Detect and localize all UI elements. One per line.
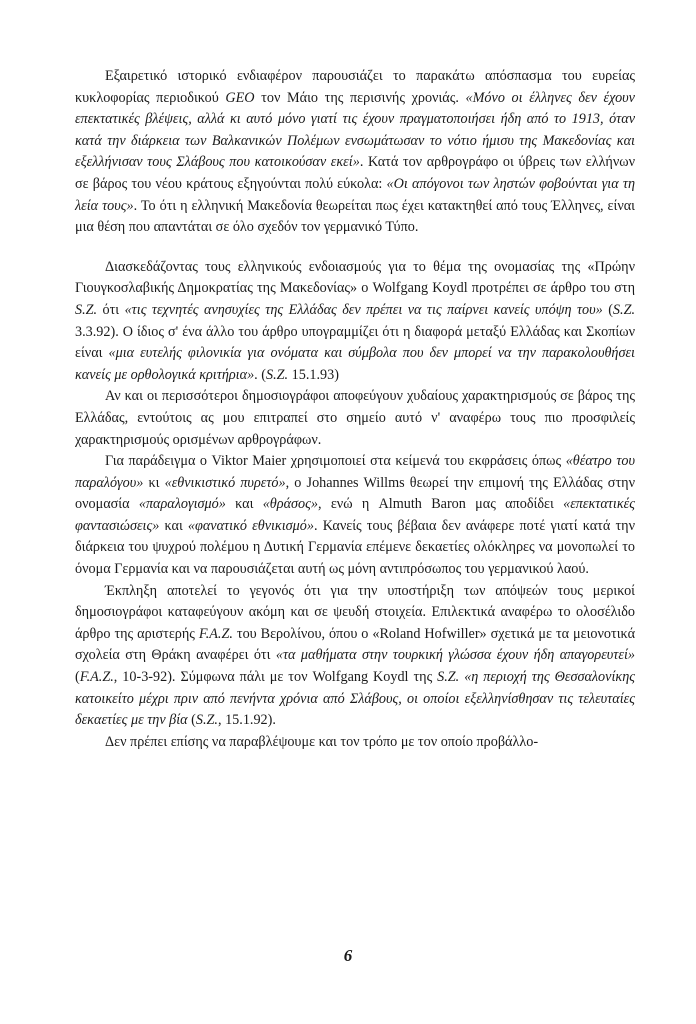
- text-run: (: [75, 669, 80, 686]
- italic-run: «θέατρο του παραλόγου»: [75, 453, 635, 491]
- text-run: τον Μάιο της περισινής χρονιάς.: [254, 89, 466, 106]
- italic-run: «φανατικό εθνικισμό»: [187, 517, 314, 534]
- text-run: . Κατά τον αρθρογράφο οι ύβρεις των ελλήνων σε βάρος του νέου κράτους εξηγούνται πολύ εύκολα:: [75, 154, 635, 192]
- italic-run: GEO: [225, 89, 255, 106]
- text-run: Αν και οι περισσότεροι δημοσιογράφοι αποφεύγουν χυδαίους χαρακτηρισμούς σε βάρος της Ελλάδας, εντούτοις ας μου επιτραπεί στο σημείο αυτό ν' αναφέρω τους πιο προσφιλείς χαρακτηρισμούς ορισμένων αρθρογράφων.: [75, 388, 635, 448]
- italic-run: «παραλογισμό»: [138, 496, 226, 513]
- italic-run: S.Z.: [437, 669, 460, 686]
- text-run: Δεν πρέπει επίσης να παραβλέψουμε και τον τρόπο με τον οποίο προβάλλο-: [105, 733, 539, 750]
- paragraph-1: [75, 66, 635, 239]
- italic-run: «θράσος»: [262, 496, 318, 513]
- text-run: Διασκεδάζοντας τους ελληνικούς ενδοιασμούς για το θέμα της ονομασίας της «Πρώην Γιουγκοσλαβικής Δημοκρατίας της Μακεδονίας» ο Wolfgang Koydl προτρέπει σε άρθρο του στη: [75, 258, 635, 297]
- text-run: . Κανείς τους βέβαια δεν ανάφερε ποτέ γιατί κατά την διάρκεια του ψυχρού πολέμου η Δυτική Γερμανία επέμενε δεκαετίες ολόκληρες να μονοπωλεί το όνομα Γερμανία και να παρουσιάζεται αυτή ως μόνη αντιπρόσωπος του γερμανικού λαού.: [75, 517, 635, 578]
- text-run: κι: [143, 474, 165, 491]
- text-run: Εξαιρετικό ιστορικό ενδιαφέρον παρουσιάζει το παρακάτω απόσπασμα του ευρείας κυκλοφορίας περιοδικού: [75, 68, 635, 106]
- paragraph-5: [75, 581, 635, 732]
- italic-run: F.A.Z.: [198, 625, 233, 642]
- italic-run: «τα μαθήματα στην τουρκική γλώσσα έχουν ήδη απαγορευτεί»: [275, 647, 635, 664]
- text-run: 3.3.92). Ο ίδιος σ' ένα άλλο του άρθρο υπογραμμίζει ότι η διαφορά μεταξύ Ελλάδας και Σκοπίων είναι: [75, 323, 635, 362]
- italic-run: «εθνικιστικό πυρετό»: [164, 474, 286, 491]
- text-run: . (: [254, 366, 266, 383]
- text-run: , 10-3-92). Σύμφωνα πάλι με τον Wolfgang Koydl της: [113, 669, 438, 686]
- text-run: , ενώ η Almuth Baron μας αποδίδει: [317, 496, 564, 513]
- page-number: 6: [343, 946, 353, 965]
- body-text: [75, 66, 635, 753]
- italic-run: F.A.Z.: [79, 669, 114, 686]
- italic-run: S.Z.: [612, 301, 635, 318]
- paragraph-3: [75, 386, 635, 451]
- italic-run: S.Z.: [75, 301, 98, 318]
- text-run: , 15.1.92).: [217, 712, 276, 729]
- italic-run: «τις τεχνητές ανησυχίες της Ελλάδας δεν πρέπει να τις παίρνει κανείς υπόψη του»: [124, 301, 603, 318]
- text-run: Για παράδειγμα ο Viktor Maier χρησιμοποιεί στα κείμενά του εκφράσεις όπως: [105, 453, 566, 470]
- italic-run: «επεκτατικές φαντασιώσεις»: [75, 496, 635, 534]
- text-run: του Βερολίνου, όπου ο «Roland Hofwiller» σχετικά με τα μειονοτικά σχολεία στη Θράκη αναφέρει ότι: [75, 625, 635, 664]
- italic-run: «μια ευτελής φιλονικία για ονόματα και σύμβολα που δεν μπορεί να την παρακολουθήσει κανείς με ορθολογικά κριτήρια»: [75, 345, 635, 383]
- italic-run: S.Z.: [266, 366, 289, 383]
- paragraph-6: [75, 732, 635, 754]
- text-run: . Το ότι η ελληνική Μακεδονία θεωρείται πως έχει κατακτηθεί από τους Έλληνες, είναι μια θέση που απαντάται σε όλο σχεδόν τον γερμανικό Τύπο.: [75, 197, 635, 236]
- text-run: Έκπληξη αποτελεί το γεγονός ότι για την υποστήριξη των απόψεών τους μερικοί δημοσιογράφοι καταφεύγουν ακόμη και σε ψευδή στοιχεία. Επιλεκτικά αναφέρω το ολοσέλιδο άρθρο της αριστερής: [75, 582, 635, 642]
- paragraph-4: [75, 451, 635, 581]
- text-run: και: [225, 496, 263, 513]
- text-run: και: [159, 517, 188, 534]
- text-run: 15.1.93): [288, 366, 339, 383]
- text-run: (: [602, 301, 613, 318]
- italic-run: S.Z.: [195, 712, 218, 729]
- italic-run: «Μόνο οι έλληνες δεν έχουν επεκτατικές βλέψεις, αλλά κι αυτό μόνο γιατί τις έχουν πραγματοποιήσει ήδη από το 1913, όταν κατά την διάρκεια των Βαλκανικών Πολέμων ενσωμάτωσαν το νότιο ήμισυ της Μακεδονίας και εξελλήνισαν τους Σλάβους που κατοικούσαν εκεί»: [75, 89, 635, 171]
- text-run: ότι: [97, 301, 125, 318]
- paragraph-2: [75, 257, 635, 387]
- text-run: , ο Johannes Willms θεωρεί την επιμονή της Ελλάδας στην ονομασία: [75, 474, 635, 513]
- text-run: (: [187, 712, 196, 729]
- italic-run: «η περιοχή της Θεσσαλονίκης κατοικείτο μέχρι πριν από πενήντα χρόνια από Σλάβους, οι οποίοι εξελληνίσθησαν τις τελευταίες δεκαετίες με την βία: [75, 669, 635, 729]
- italic-run: «Οι απόγονοι των ληστών φοβούνται για τη λεία τους»: [75, 175, 635, 214]
